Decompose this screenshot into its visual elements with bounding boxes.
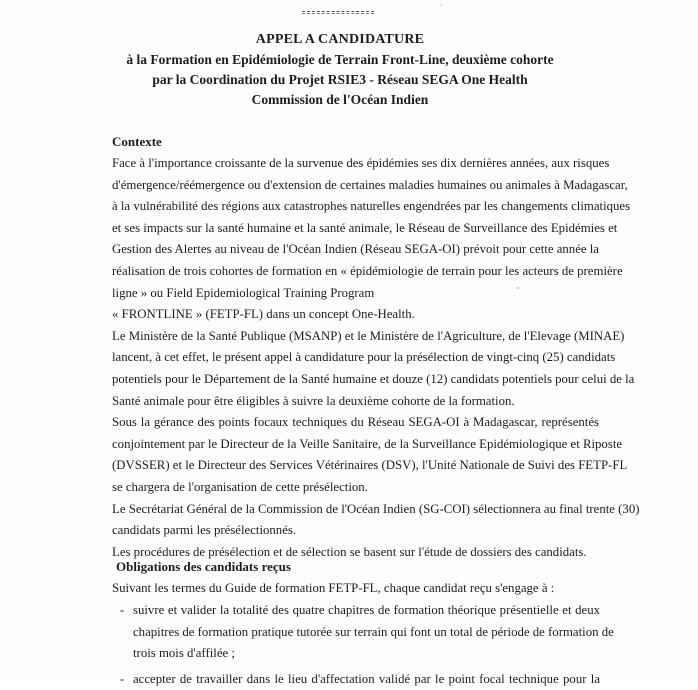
contexte-line: Face à l'importance croissante de la survenue des épidémies ses dix dernières années, aux risques: [112, 156, 610, 170]
document-title: APPEL A CANDIDATURE: [255, 32, 425, 47]
list-item: [120, 600, 614, 665]
list-item-line: trois mois d'affilée ;: [133, 646, 235, 661]
section-title-contexte: Contexte: [112, 134, 162, 149]
obligations-intro-line: Suivant les termes du Guide de formation FETP-FL, chaque candidat reçu s'engage à :: [112, 581, 555, 595]
contexte-line: Santé animale pour être éligibles à suivre la deuxième cohorte de la formation.: [112, 393, 515, 408]
obligations-intro: [112, 578, 599, 600]
header-line-coordination: par la Coordination du Projet RSIE3 - Réseau SEGA One Health: [152, 72, 528, 87]
document-header: [80, 30, 600, 110]
top-separator-second: [302, 13, 374, 14]
contexte-line: « FRONTLINE » (FETP-FL) dans un concept One-Health.: [112, 307, 415, 322]
list-item-line: accepter de travailler dans le lieu d'affectation validé par le point focal technique pour la: [133, 671, 600, 686]
contexte-line: se chargera de l'organisation de cette présélection.: [112, 479, 368, 494]
scan-speck: [517, 287, 519, 289]
contexte-line: conjointement par le Directeur de la Veille Sanitaire, de la Surveillance Epidémiologique et Riposte: [112, 436, 623, 451]
bullet-dash: -: [120, 671, 125, 686]
contexte-line: lancent, à cet effet, le présent appel à candidature pour la présélection de vingt-cinq (25) candidats: [112, 350, 616, 365]
contexte-line: d'émergence/réémergence ou d'extension de certaines maladies humaines ou animales à Madagascar,: [112, 177, 628, 192]
list-item-text: [133, 600, 614, 665]
contexte-line: Le Ministère de la Santé Publique (MSANP) et le Ministère de l'Agriculture, de l'Elevage (MINAE): [112, 328, 625, 343]
contexte-line: (DVSSER) et le Directeur des Services Vétérinaires (DSV), l'Unité Nationale de Suivi des FETP-FL: [112, 458, 628, 473]
contexte-line: Sous la gérance des points focaux techniques du Réseau SEGA-OI à Madagascar, représentés: [112, 415, 599, 430]
bullet-dash: -: [120, 603, 125, 617]
scan-speck: [440, 4, 442, 6]
header-line-commission: Commission de l'Océan Indien: [251, 92, 429, 107]
header-line-formation: à la Formation en Epidémiologie de Terrain Front-Line, deuxième cohorte: [126, 52, 554, 67]
contexte-paragraph: [112, 153, 640, 563]
contexte-line: candidats parmi les présélectionnés.: [112, 523, 297, 538]
contexte-line: réalisation de trois cohortes de formation en « épidémiologie de terrain pour les acteurs de première: [112, 263, 623, 278]
top-separator: [302, 11, 374, 12]
list-item-text: [133, 669, 600, 690]
contexte-line: Les procédures de présélection et de sélection se basent sur l'étude de dossiers des candidats.: [112, 544, 587, 559]
contexte-line: ligne » ou Field Epidemiological Training Program: [112, 285, 375, 300]
list-item: [120, 669, 600, 690]
contexte-line: et ses impacts sur la santé humaine et la santé animale, le Réseau de Surveillance des Epidémies et: [112, 220, 618, 235]
obligations-list: [120, 600, 614, 690]
list-item-line: chapitres de formation pratique tutorée sur terrain qui font un total de période de formation de: [133, 624, 614, 639]
contexte-line: à la vulnérabilité des régions aux catastrophes naturelles engendrées par les changements climatiques: [112, 199, 631, 214]
contexte-line: Le Secrétariat Général de la Commission de l'Océan Indien (SG-COI) sélectionnera au final trente (30): [112, 501, 640, 516]
contexte-line: Gestion des Alertes au niveau de l'Océan Indien (Réseau SEGA-OI) prévoit pour cette année la: [112, 242, 599, 257]
section-title-obligations: Obligations des candidats reçus: [116, 559, 291, 574]
list-item-line: suivre et valider la totalité des quatre chapitres de formation théorique présentielle et deux: [133, 603, 600, 617]
contexte-line: potentiels pour le Département de la Santé humaine et douze (12) candidats potentiels pour celui de la: [112, 371, 635, 386]
